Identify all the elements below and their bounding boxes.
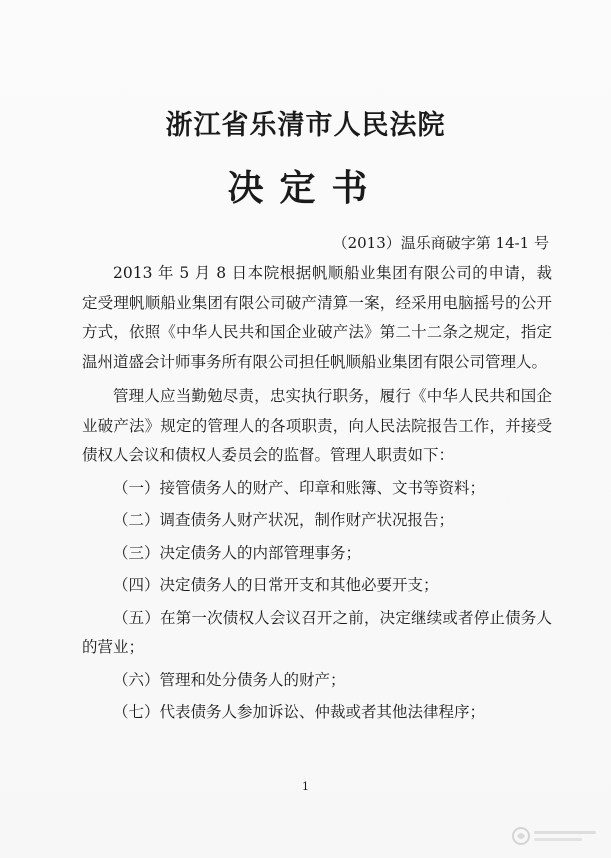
- document-title: 决定书: [227, 167, 384, 209]
- court-name: 浙江省乐清市人民法院: [165, 110, 446, 141]
- duty-item: （五）在第一次债权人会议召开之前，决定继续或者停止债务人的营业；: [82, 608, 552, 656]
- duty-item: （四）决定债务人的日常开支和其他必要开支；: [113, 576, 439, 594]
- duty-item: （二）调查债务人财产状况，制作财产状况报告；: [113, 511, 455, 529]
- watermark-logo: [510, 822, 602, 850]
- case-number: （2013）温乐商破字第 14-1 号: [332, 234, 549, 252]
- duty-item: （六）管理和处分债务人的财产；: [113, 670, 346, 689]
- duty-item: （七）代表债务人参加诉讼、仲裁或者其他法律程序；: [113, 703, 486, 721]
- paragraph-duties-intro: 管理人应当勤勉尽责，忠实执行职务，履行《中华人民共和国企业破产法》规定的管理人的各项职责，向人民法院报告工作，并接受债权人会议和债权人委员会的监督。管理人职责如下：: [82, 387, 552, 464]
- page-number: 1: [302, 780, 309, 793]
- document-body: [82, 259, 552, 728]
- duty-item: （一）接管债务人的财产、印章和账簿、文书等资料；: [113, 478, 486, 497]
- paragraph-appointment: 2013 年 5 月 8 日本院根据帆顺船业集团有限公司的申请，裁定受理帆顺船业集团有限公司破产清算一案，经采用电脑摇号的公开方式，依照《中华人民共和国企业破产法》第二十二条之规定，指定温州道盛会计师事务所有限公司担任帆顺船业集团有限公司管理人。: [82, 264, 552, 371]
- duty-item: （三）决定债务人的内部管理事务；: [113, 543, 362, 562]
